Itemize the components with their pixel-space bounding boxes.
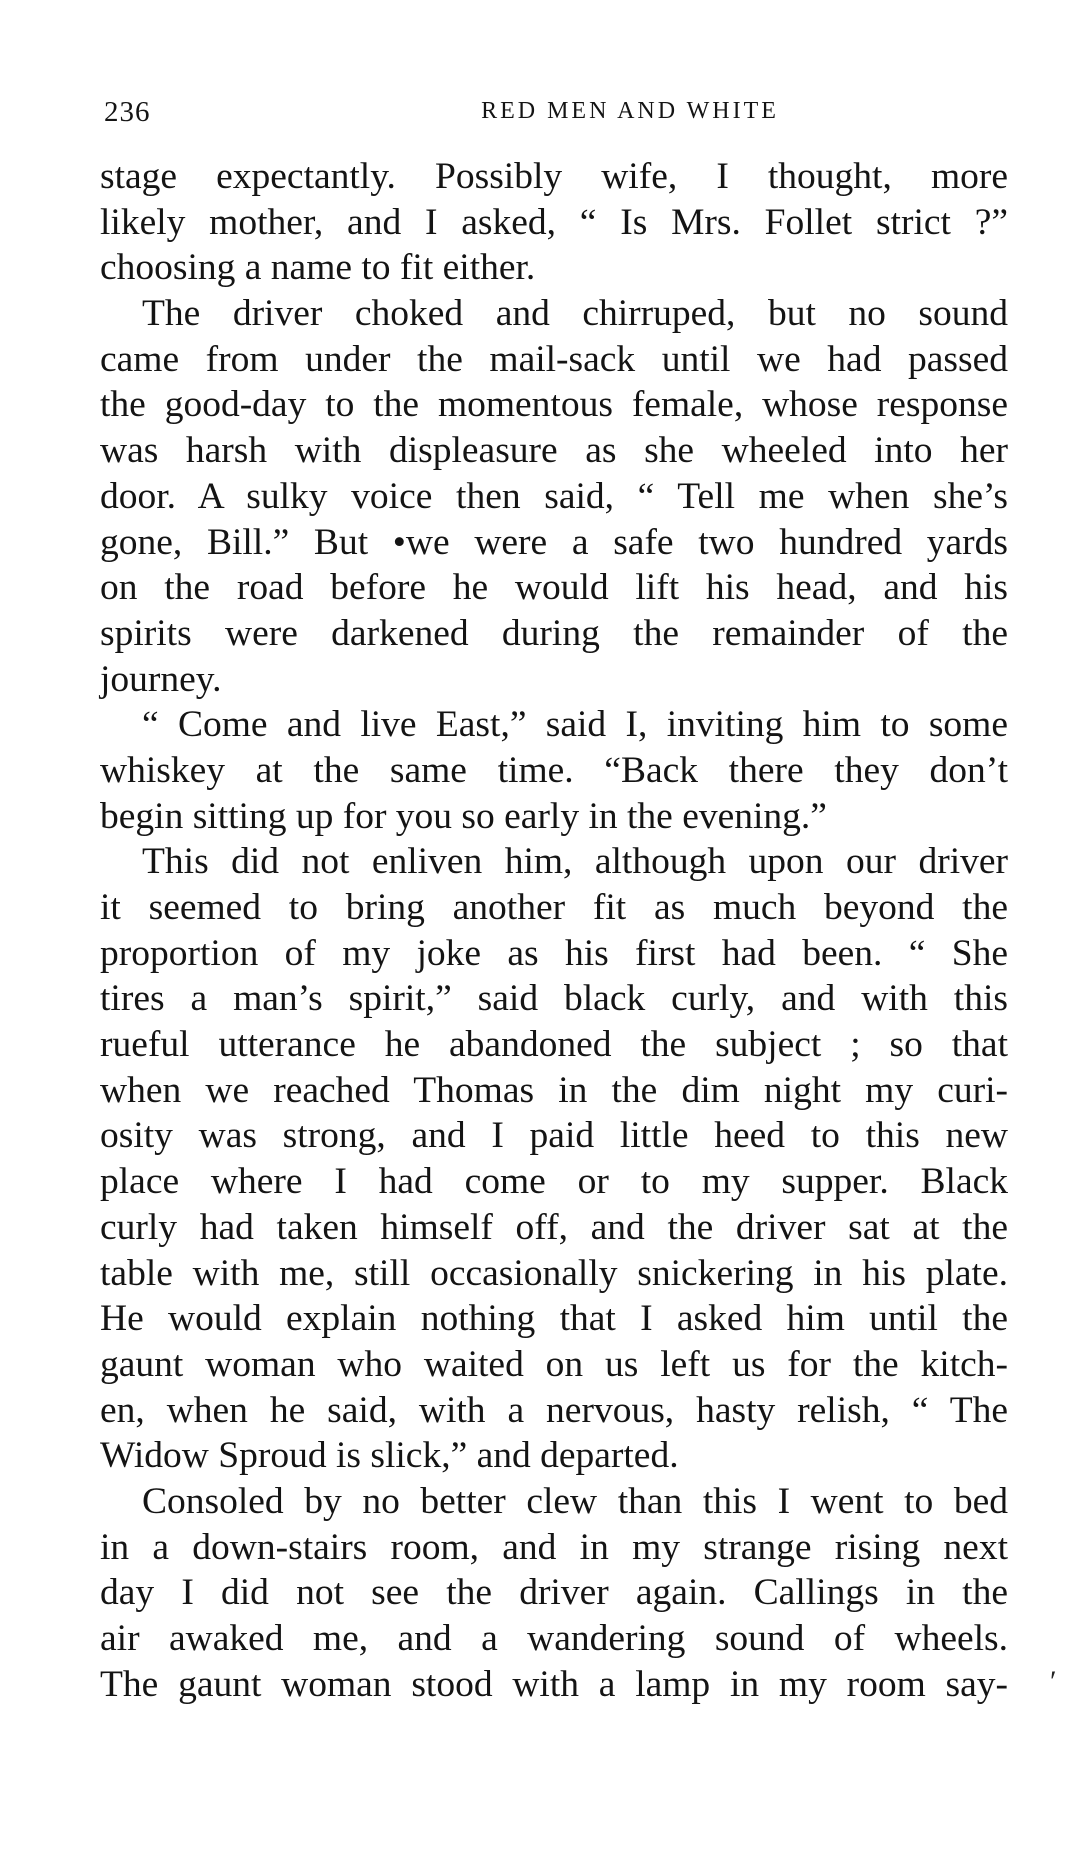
text-line: stage expectantly. Possibly wife, I thought, more [100, 156, 1008, 197]
text-line: whiskey at the same time. “Back there they don’t [100, 749, 1008, 791]
text-line: tires a man’s spirit,” said black curly, and with this [100, 978, 1008, 1020]
text-line: likely mother, and I asked, “ Is Mrs. Follet strict ?” [100, 201, 1008, 243]
text-line: Widow Sproud is slick,” and departed. [100, 1435, 679, 1477]
running-head [100, 96, 1000, 136]
margin-mark: ʹ [1050, 1665, 1057, 1698]
text-line: spirits were darkened during the remainder of the [100, 612, 1008, 654]
text-line: day I did not see the driver again. Callings in the [100, 1572, 1008, 1614]
text-line: osity was strong, and I paid little heed to this new [100, 1115, 1008, 1157]
text-line: journey. [100, 658, 222, 700]
text-line: place where I had come or to my supper. Black [100, 1161, 1008, 1203]
text-line: gone, Bill.” But •we were a safe two hundred yards [100, 521, 1008, 563]
text-line: “ Come and live East,” said I, inviting him to some [142, 704, 1008, 746]
text-line: begin sitting up for you so early in the evening.” [100, 795, 827, 837]
text-line: proportion of my joke as his first had been. “ She [100, 932, 1008, 974]
text-line: He would explain nothing that I asked him until the [100, 1298, 1008, 1340]
text-line: it seemed to bring another fit as much beyond the [100, 887, 1008, 928]
text-line: when we reached Thomas in the dim night my curi- [100, 1069, 1008, 1111]
text-line: curly had taken himself off, and the driver sat at the [100, 1206, 1008, 1248]
text-line: in a down-stairs room, and in my strange rising next [100, 1526, 1008, 1568]
text-line: air awaked me, and a wandering sound of wheels. [100, 1618, 1008, 1659]
page-number: 236 [104, 96, 151, 128]
text-line: was harsh with displeasure as she wheeled into her [100, 430, 1008, 472]
text-line: The gaunt woman stood with a lamp in my room say- [100, 1663, 1008, 1705]
text-line: This did not enliven him, although upon our driver [142, 841, 1008, 883]
text-line: choosing a name to fit either. [100, 247, 536, 289]
text-line: Consoled by no better clew than this I went to bed [142, 1480, 1008, 1522]
text-line: gaunt woman who waited on us left us for the kitch- [100, 1343, 1008, 1385]
text-line: table with me, still occasionally snickering in his plate. [100, 1252, 1008, 1294]
text-line: the good-day to the momentous female, whose response [100, 384, 1008, 426]
body-text [100, 154, 1008, 1707]
running-title: RED MEN AND WHITE [481, 98, 779, 124]
text-line: came from under the mail-sack until we had passed [100, 338, 1008, 380]
text-line: en, when he said, with a nervous, hasty relish, “ The [100, 1389, 1008, 1431]
text-line: rueful utterance he abandoned the subject ; so that [100, 1024, 1008, 1066]
text-line: door. A sulky voice then said, “ Tell me when she’s [100, 475, 1008, 517]
text-line: The driver choked and chirruped, but no sound [142, 293, 1008, 335]
text-line: on the road before he would lift his head, and his [100, 567, 1008, 609]
